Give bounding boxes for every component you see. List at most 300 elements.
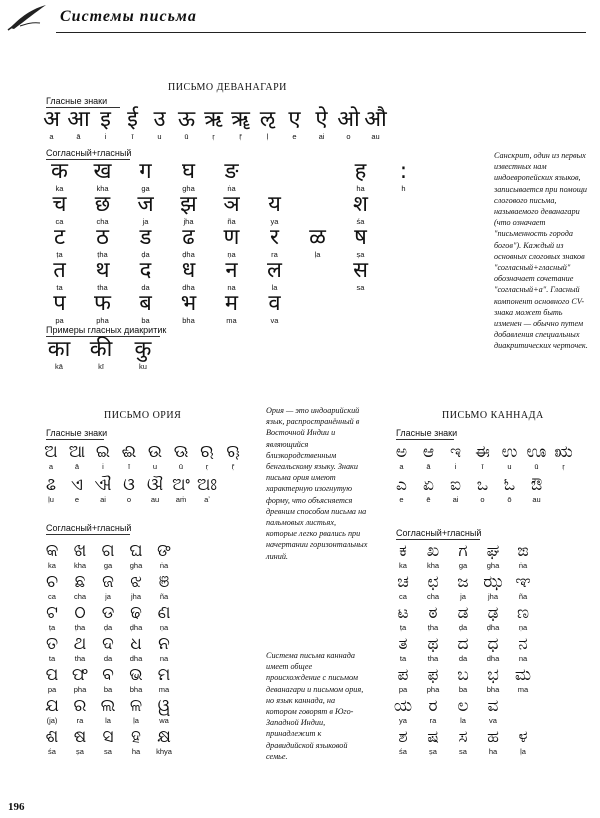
glyph-cell (523, 475, 550, 504)
transliteration: ṝ (239, 132, 242, 141)
transliteration: bha (486, 685, 500, 694)
transliteration: ka (48, 561, 56, 570)
glyph-cell (38, 292, 81, 325)
transliteration: ya (270, 217, 279, 226)
glyph-cell (210, 292, 253, 325)
glyph-cell (478, 696, 508, 725)
kannada-consonants-label: Согласный+гласный (396, 528, 482, 538)
glyph-cell (66, 665, 94, 694)
quill-pen-icon (6, 2, 50, 32)
glyph: ह (354, 159, 367, 184)
transliteration: au (532, 495, 541, 504)
glyph-cell (173, 108, 200, 141)
glyph: ज (137, 192, 154, 217)
glyph-cell (448, 541, 478, 570)
transliteration: ṇa (518, 623, 528, 632)
glyph: ଝ (130, 572, 142, 592)
glyph: ऌ (259, 107, 276, 132)
header-rule (56, 32, 586, 33)
glyph-row (38, 634, 178, 663)
kannada-title: ПИСЬМО КАННАДА (442, 410, 544, 421)
transliteration: ai (100, 495, 106, 504)
glyph: ଦ (102, 634, 114, 654)
glyph-cell (124, 226, 167, 259)
glyph: ञ (223, 192, 240, 217)
glyph: ಖ (426, 541, 440, 561)
glyph: ଈ (121, 442, 137, 462)
glyph-cell (94, 572, 122, 601)
glyph: ಓ (503, 475, 516, 495)
glyph-cell (281, 108, 308, 141)
glyph: ई (127, 107, 138, 132)
glyph: ಫ (427, 665, 439, 685)
transliteration: o (126, 495, 132, 504)
transliteration: ña (518, 592, 528, 601)
transliteration: a (49, 132, 54, 141)
glyph: ಹ (487, 727, 499, 747)
transliteration: ṅa (159, 561, 169, 570)
glyph-cell (388, 727, 418, 756)
glyph-cell (90, 442, 116, 471)
glyph: ଷ (73, 727, 87, 747)
transliteration: ra (429, 716, 437, 725)
glyph: ಗ (458, 541, 468, 561)
glyph: ଲ (100, 696, 116, 716)
glyph: ಧ (487, 634, 499, 654)
glyph: ଛ (74, 572, 86, 592)
transliteration: ḷu (48, 495, 54, 504)
transliteration: ka (55, 184, 64, 193)
glyph-cell (415, 475, 442, 504)
glyph-row (388, 475, 550, 504)
glyph-cell (150, 603, 178, 632)
glyph-cell (478, 665, 508, 694)
glyph: ಅ (395, 442, 408, 462)
glyph: ಡ (457, 603, 469, 623)
glyph-cell (523, 442, 550, 471)
glyph: ಶ (398, 727, 408, 747)
transliteration: au (371, 132, 380, 141)
glyph: त (53, 258, 66, 283)
glyph-cell (38, 193, 81, 226)
glyph-cell (296, 193, 339, 226)
glyph: ଔ (146, 475, 164, 495)
glyph-cell (496, 442, 523, 471)
page-number: 196 (8, 801, 25, 813)
transliteration: la (271, 283, 278, 292)
glyph-cell (81, 292, 124, 325)
glyph: ಉ (501, 442, 518, 462)
glyph: ठ (96, 225, 109, 250)
glyph: ರ (428, 696, 438, 716)
transliteration: ga (141, 184, 150, 193)
transliteration: ḷa (314, 250, 321, 259)
glyph-cell (142, 475, 168, 504)
glyph: उ (153, 107, 166, 132)
transliteration: ṛ (562, 462, 565, 471)
transliteration: ī (481, 462, 484, 471)
transliteration: ṅa (227, 184, 236, 193)
glyph-row (38, 603, 178, 632)
glyph: ಘ (486, 541, 500, 561)
glyph-cell (122, 603, 150, 632)
oriya-title: ПИСЬМО ОРИЯ (104, 410, 182, 421)
transliteration: a (48, 462, 54, 471)
glyph: ଘ (129, 541, 143, 561)
glyph-cell (64, 475, 90, 504)
glyph: भ (180, 291, 197, 316)
glyph: ಥ (427, 634, 439, 654)
glyph: ପ (45, 665, 59, 685)
transliteration: dha (129, 654, 143, 663)
glyph-cell (38, 541, 66, 570)
transliteration: ḍa (141, 250, 150, 259)
glyph-cell (478, 634, 508, 663)
glyph: ಬ (457, 665, 469, 685)
transliteration: jha (130, 592, 141, 601)
glyph: ಲ (457, 696, 469, 716)
glyph-cell (210, 193, 253, 226)
glyph: कु (134, 337, 152, 362)
glyph: अ (43, 107, 60, 132)
transliteration: ha (356, 184, 365, 193)
glyph-cell (388, 541, 418, 570)
glyph-cell (81, 193, 124, 226)
transliteration: ḍha (129, 623, 143, 632)
glyph: ଌ (45, 475, 57, 495)
glyph-cell (150, 727, 178, 756)
transliteration: la (105, 716, 111, 725)
glyph: କ୍ଷ (157, 727, 171, 747)
transliteration: kha (426, 561, 440, 570)
transliteration: ḍa (103, 623, 113, 632)
transliteration: ḷa (133, 716, 139, 725)
glyph-cell (38, 634, 66, 663)
transliteration: ba (141, 316, 150, 325)
devanagari-consonants-label: Согласный+гласный (46, 148, 132, 158)
transliteration: ta (48, 654, 56, 663)
transliteration: ḍha (182, 250, 195, 259)
glyph-cell (339, 160, 382, 193)
transliteration: h (401, 184, 406, 193)
transliteration: pa (47, 685, 57, 694)
glyph-cell (550, 442, 577, 471)
transliteration: e (399, 495, 404, 504)
glyph-cell (38, 475, 64, 504)
transliteration: kā (55, 362, 63, 371)
oriya-vowels-label: Гласные знаки (46, 428, 108, 438)
glyph-cell (122, 541, 150, 570)
glyph-cell (124, 259, 167, 292)
glyph: ख (93, 159, 112, 184)
transliteration: dha (182, 283, 195, 292)
transliteration: ē (426, 495, 431, 504)
transliteration: ca (48, 592, 56, 601)
glyph-cell (122, 572, 150, 601)
glyph-cell (335, 108, 362, 141)
transliteration: ṣa (76, 747, 84, 756)
glyph: ସ (102, 727, 114, 747)
glyph: औ (364, 107, 387, 132)
glyph: ढ (182, 225, 195, 250)
glyph-cell (66, 696, 94, 725)
glyph-cell (150, 696, 178, 725)
glyph-cell (167, 292, 210, 325)
glyph-cell (296, 259, 339, 292)
glyph-cell (81, 259, 124, 292)
glyph-row (388, 665, 538, 694)
oriya-consonants-label: Согласный+гласный (46, 523, 132, 533)
glyph: ट (53, 225, 66, 250)
glyph: ऋ (204, 107, 223, 132)
transliteration: ā (76, 132, 81, 141)
glyph-cell (38, 603, 66, 632)
transliteration: la (460, 716, 466, 725)
transliteration: ṇa (227, 250, 236, 259)
glyph-cell (66, 572, 94, 601)
glyph: ಣ (516, 603, 530, 623)
glyph: ଏ (71, 475, 83, 495)
glyph-cell (469, 475, 496, 504)
glyph-cell (66, 603, 94, 632)
glyph-cell (388, 603, 418, 632)
glyph: झ (180, 192, 197, 217)
transliteration: ja (142, 217, 149, 226)
glyph-cell (388, 442, 415, 471)
glyph-cell (122, 634, 150, 663)
glyph: की (89, 337, 113, 362)
transliteration: ga (458, 561, 468, 570)
glyph-cell (418, 572, 448, 601)
glyph: ಛ (427, 572, 439, 592)
glyph-cell (418, 603, 448, 632)
transliteration: o (346, 132, 351, 141)
glyph: छ (94, 192, 111, 217)
glyph-cell (418, 665, 448, 694)
transliteration: ī (127, 462, 131, 471)
glyph: ವ (487, 696, 499, 716)
transliteration: ai (452, 495, 459, 504)
glyph-cell (150, 634, 178, 663)
glyph: ಞ (515, 572, 531, 592)
glyph: ಇ (449, 442, 462, 462)
glyph: ಚ (397, 572, 409, 592)
transliteration: i (102, 462, 104, 471)
glyph-cell (339, 193, 382, 226)
glyph-cell (167, 193, 210, 226)
devanagari-note: Санскрит, один из первых известных нам индоевропейских языков, записывается при помощи слогового письма, называемого деванагари (что означает "письменность города богов"). Каждый из основных слоговых знаков "согласный+гласный" обозначает сочетание "согласный+a". Гласный компонент основного CV-знака может быть изменен — обычно путем добавления специальных диакритических черточек. (494, 151, 588, 351)
transliteration: ra (271, 250, 278, 259)
transliteration: bha (129, 685, 143, 694)
glyph-cell (81, 226, 124, 259)
glyph: ल (267, 258, 282, 283)
glyph: ಯ (393, 696, 413, 716)
glyph-cell (94, 541, 122, 570)
glyph-cell (90, 475, 116, 504)
glyph: ಜ (457, 572, 469, 592)
transliteration: ca (55, 217, 64, 226)
glyph: ଜ (102, 572, 114, 592)
glyph-cell (382, 160, 425, 193)
glyph: ನ (518, 634, 528, 654)
transliteration: ṭa (48, 623, 56, 632)
glyph: ଅ (44, 442, 58, 462)
glyph-row (38, 665, 178, 694)
glyph: फ (94, 291, 111, 316)
transliteration: na (227, 283, 236, 292)
glyph-cell (508, 572, 538, 601)
glyph: : (399, 159, 408, 184)
glyph-row (38, 226, 382, 259)
glyph-cell (418, 541, 448, 570)
glyph: ହ (131, 727, 141, 747)
glyph: ନ (158, 634, 170, 654)
glyph-cell (296, 160, 339, 193)
glyph-cell (388, 475, 415, 504)
glyph: ಒ (476, 475, 489, 495)
glyph: ୠ (226, 442, 240, 462)
transliteration: ya (399, 716, 407, 725)
devanagari-vowels (38, 108, 389, 141)
kannada-note: Система письма каннада имеет общее происхождение с письмом деванагари и письмом ория, но язык каннада, на котором говорят в Юго-Западной Индии, принадлежит к дравидийской языковой семье. (266, 651, 364, 761)
transliteration: ha (131, 747, 141, 756)
transliteration: kha (73, 561, 87, 570)
transliteration: ai (318, 132, 325, 141)
transliteration: tha (427, 654, 439, 663)
transliteration: ū (178, 462, 184, 471)
glyph-cell (388, 665, 418, 694)
transliteration: da (141, 283, 150, 292)
glyph: च (52, 192, 67, 217)
glyph-cell (38, 259, 81, 292)
glyph: ಋ (554, 442, 573, 462)
transliteration: khya (156, 747, 172, 756)
transliteration: śa (356, 217, 365, 226)
glyph: आ (67, 107, 90, 132)
glyph: ಮ (514, 665, 532, 685)
transliteration: sa (104, 747, 112, 756)
glyph-cell (478, 603, 508, 632)
transliteration: ṣa (429, 747, 437, 756)
glyph-cell (167, 259, 210, 292)
glyph: ಙ (517, 541, 529, 561)
transliteration: ṇa (159, 623, 169, 632)
header-title: Системы письма (60, 8, 197, 25)
glyph-cell (38, 665, 66, 694)
glyph: ಐ (450, 475, 461, 495)
glyph-cell (418, 727, 448, 756)
devanagari-title: ПИСЬМО ДЕВАНАГАРИ (168, 82, 287, 93)
glyph: ध (181, 258, 196, 283)
glyph: ಷ (427, 727, 439, 747)
glyph-cell (418, 634, 448, 663)
glyph-cell (94, 603, 122, 632)
glyph-cell (478, 727, 508, 756)
transliteration: cha (96, 217, 109, 226)
glyph-cell (167, 226, 210, 259)
transliteration: ṅa (518, 561, 528, 570)
glyph-cell (122, 338, 164, 371)
transliteration: ī (131, 132, 134, 141)
transliteration: ṛ (205, 462, 209, 471)
glyph: ಪ (397, 665, 409, 685)
glyph-cell (38, 442, 64, 471)
transliteration: o (480, 495, 485, 504)
glyph: ଯ (45, 696, 59, 716)
glyph-cell (210, 226, 253, 259)
glyph-cell (38, 108, 65, 141)
glyph-cell (92, 108, 119, 141)
transliteration: da (458, 654, 468, 663)
glyph-cell (146, 108, 173, 141)
glyph: स (353, 258, 368, 283)
transliteration: pha (426, 685, 440, 694)
transliteration: pha (73, 685, 87, 694)
transliteration: kha (96, 184, 109, 193)
transliteration: va (270, 316, 279, 325)
transliteration: e (292, 132, 297, 141)
glyph: ಔ (530, 475, 543, 495)
transliteration: na (518, 654, 528, 663)
transliteration: i (454, 462, 457, 471)
transliteration: śa (399, 747, 407, 756)
transliteration: bha (182, 316, 195, 325)
glyph-cell (194, 475, 220, 504)
glyph: ତ (45, 634, 59, 654)
transliteration: na (159, 654, 169, 663)
glyph-cell (448, 634, 478, 663)
glyph-cell (210, 259, 253, 292)
transliteration: tha (74, 654, 86, 663)
glyph: ଢ (130, 603, 142, 623)
glyph: ଐ (94, 475, 112, 495)
transliteration: ga (103, 561, 113, 570)
glyph: କ (45, 541, 59, 561)
transliteration: e (74, 495, 80, 504)
transliteration: ḍha (486, 623, 500, 632)
transliteration: gha (129, 561, 143, 570)
devanagari-diacritics-label: Примеры гласных диакритик (46, 325, 167, 335)
glyph: ळ (309, 225, 326, 250)
glyph: द (139, 258, 152, 283)
glyph: ಈ (475, 442, 490, 462)
glyph-cell (116, 475, 142, 504)
glyph-cell (66, 727, 94, 756)
glyph: ଟ (46, 603, 58, 623)
glyph: ଥ (73, 634, 87, 654)
glyph: इ (100, 107, 111, 132)
glyph: घ (181, 159, 195, 184)
glyph: म (224, 291, 239, 316)
glyph: ଅଂ (172, 475, 190, 495)
glyph: ಕ (399, 541, 407, 561)
transliteration: ṭha (427, 623, 439, 632)
transliteration: sa (356, 283, 365, 292)
glyph: ए (288, 107, 301, 132)
glyph-cell (150, 572, 178, 601)
glyph: ଫ (71, 665, 89, 685)
transliteration: a (399, 462, 404, 471)
glyph: ଧ (130, 634, 142, 654)
transliteration: ja (460, 592, 466, 601)
glyph-row (38, 160, 425, 193)
glyph: ୱ (157, 696, 171, 716)
glyph-cell (508, 665, 538, 694)
glyph: ଶ (45, 727, 59, 747)
transliteration: wa (159, 716, 169, 725)
glyph: ಢ (487, 603, 499, 623)
transliteration: ca (399, 592, 407, 601)
